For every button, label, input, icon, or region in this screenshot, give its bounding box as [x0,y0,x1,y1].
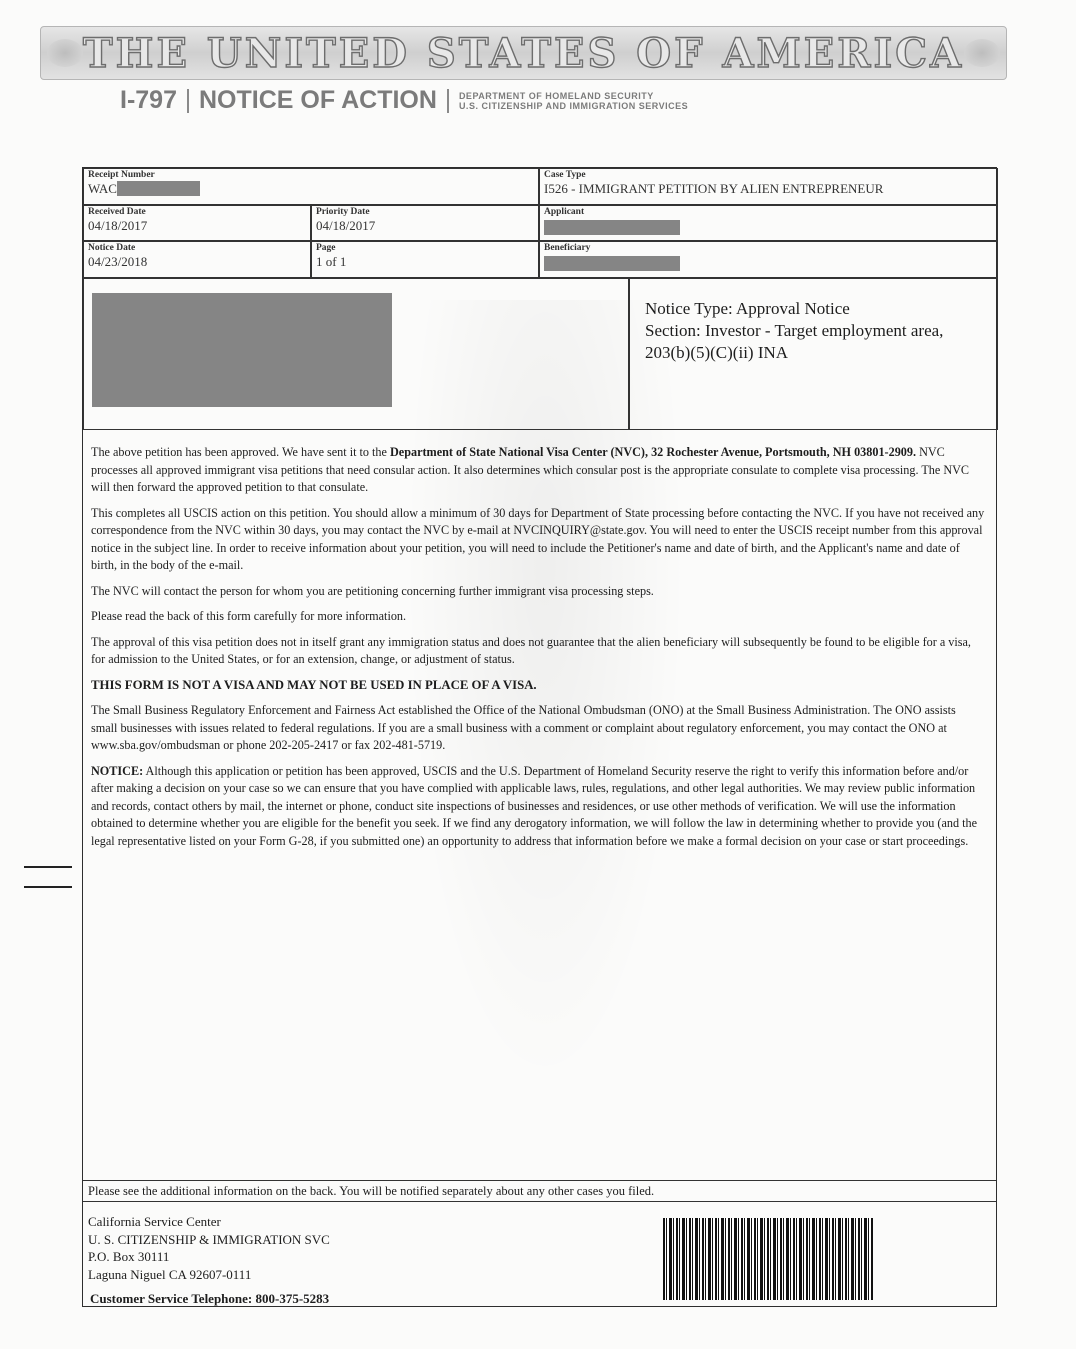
page-label: Page [316,243,336,253]
redaction-block [117,181,200,196]
case-type-label: Case Type [544,170,586,180]
receipt-number-label: Receipt Number [88,170,155,180]
applicant-cell [539,205,998,241]
case-type-value: I526 - IMMIGRANT PETITION BY ALIEN ENTREPRENEUR [544,181,884,196]
redaction-block [544,256,680,271]
addressee-cell [83,278,629,430]
fold-mark [24,886,72,888]
priority-date-cell [311,205,539,241]
divider [447,89,449,113]
notice-body [91,444,985,858]
notice-date-cell [83,241,311,278]
paragraph-text: Although this application or petition has been approved, USCIS and the U.S. Department of Homeland Security reserve the right to verify this information before and/or after making a decision on your case so we can ensure that you have complied with applicable laws, rules, regulations, and other legal authorities. We may review public information and records, contact others by mail, the internet or phone, conduct site inspections of businesses and residences, or use other methods of verification. We will use the information obtained to determine whether you are eligible for the benefit you seek. If we find any derogatory information, we will follow the law in determining whether to provide you (and the legal representative listed on your Form G-28, if you submitted one) an opportunity to address that information before we make a formal decision on your case or start proceedings. [91,763,978,848]
receipt-number-cell [83,168,539,205]
address-line: U. S. CITIZENSHIP & IMMIGRATION SVC [88,1231,330,1247]
notice-section-line-2: 203(b)(5)(C)(ii) INA [645,343,789,362]
received-date-label: Received Date [88,207,146,217]
applicant-label: Applicant [544,207,585,217]
notice-label: NOTICE: [91,763,144,778]
footer-divider [83,1180,996,1181]
visa-warning: THIS FORM IS NOT A VISA AND MAY NOT BE USED IN PLACE OF A VISA. [91,677,537,692]
department-label [459,91,688,111]
beneficiary-cell [539,241,998,278]
paragraph-text: NVC processes all approved immigrant visa petitions that need consular action. It also determines which consular post is the appropriate consulate to complete visa processing. The NVC will then forward the approved petition to that consulate. [91,445,970,494]
paragraph-status: The approval of this visa petition does not in itself grant any immigration status and does not guarantee that the alien beneficiary will subsequently be found to be eligible for a visa, for admission to the United States, or for an extension, change, or adjustment of status. [91,634,971,666]
department-line-1: DEPARTMENT OF HOMELAND SECURITY [458,90,654,101]
notice-type: Notice Type: Approval Notice [645,299,850,318]
paragraph-notice [91,763,985,851]
paragraph-nvc [91,444,985,497]
header-banner [40,26,1007,80]
service-center-address [88,1213,330,1283]
redacted-addressee [92,293,392,407]
priority-date-label: Priority Date [316,207,370,217]
customer-service-telephone: Customer Service Telephone: 800-375-5283 [90,1291,330,1306]
seal-ornament-left [47,39,83,67]
form-title: NOTICE OF ACTION [198,86,437,114]
paragraph-processing: This completes all USCIS action on this petition. You should allow a minimum of 30 days for Department of State processing before contacting the NVC. If you have not received any correspondence from the NVC within 30 days, you may contact the NVC by e-mail at NVCINQUIRY@state.gov. You will need to enter the USCIS receipt number from this approval notice in the subject line. In order to receive information about your petition, you will need to include the Petitioner's name and date of birth, and the Applicant's name and date of birth, in the body of the e-mail. [91,505,985,572]
redaction-block [544,220,680,235]
receipt-number-prefix: WAC [88,181,117,196]
paragraph-read-back: Please read the back of this form carefully for more information. [91,609,407,623]
case-type-cell [539,168,998,205]
notice-date-label: Notice Date [88,243,136,253]
nvc-address: Department of State National Visa Center (NVC), 32 Rochester Avenue, Portsmouth, NH 03801-2909. [390,445,917,459]
department-line-2: U.S. CITIZENSHIP AND IMMIGRATION SERVICES [458,100,689,111]
received-date-cell [83,205,311,241]
receipt-number-value [88,181,534,196]
beneficiary-label: Beneficiary [544,243,591,253]
footer-divider [83,1201,996,1202]
page-cell [311,241,539,278]
footer-note: Please see the additional information on the back. You will be notified separately about any other cases you filed. [88,1184,655,1198]
form-heading [120,86,688,115]
notice-type-box [645,298,943,364]
divider [187,89,189,113]
seal-ornament-right [964,39,1000,67]
priority-date-value: 04/18/2017 [316,218,376,233]
fold-mark [24,866,72,868]
notice-date-value: 04/23/2018 [88,254,148,269]
banner-title: THE UNITED STATES OF AMERICA [82,29,965,77]
paragraph-text: The above petition has been approved. We have sent it to the [91,445,390,459]
page-value: 1 of 1 [316,254,347,269]
notice-section-line-1: Section: Investor - Target employment area, [645,321,944,340]
received-date-value: 04/18/2017 [88,218,148,233]
address-line: California Service Center [88,1214,221,1229]
barcode [663,1218,873,1300]
paragraph-contact: The NVC will contact the person for whom you are petitioning concerning further immigrant visa processing steps. [91,583,654,598]
form-number: I-797 [120,86,177,114]
paragraph-ombudsman: The Small Business Regulatory Enforcement and Fairness Act established the Office of the National Ombudsman (ONO) at the Small Business Administration. The ONO assists small businesses with issues related to federal regulations. If you are a small business with a comment or complaint about regulatory enforcement, you may contact the ONO at www.sba.gov/ombudsman or phone 202-205-2417 or fax 202-481-5719. [91,703,956,752]
address-line: P.O. Box 30111 [88,1249,170,1264]
address-line: Laguna Niguel CA 92607-0111 [88,1266,252,1282]
